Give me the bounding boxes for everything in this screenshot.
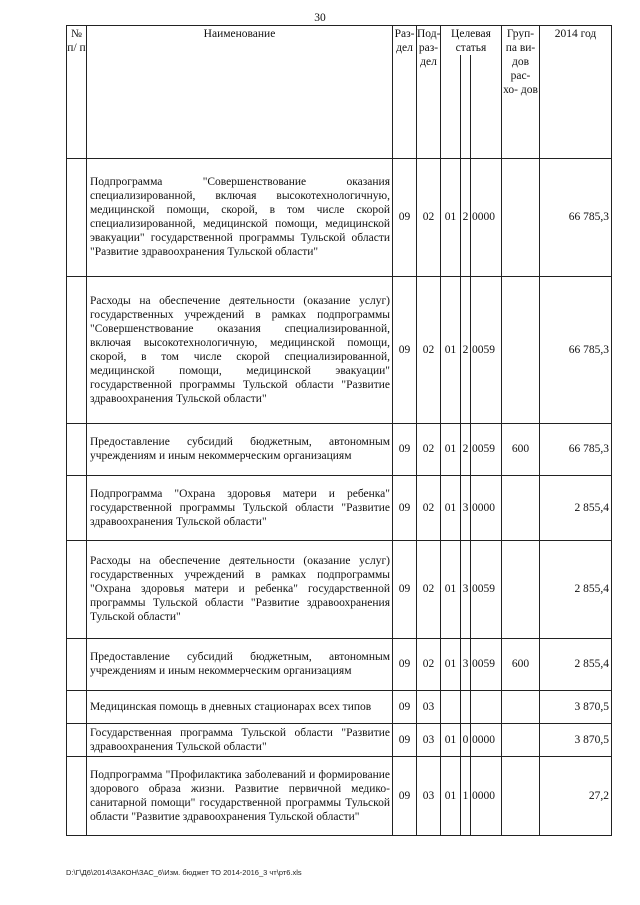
row-name: Предоставление субсидий бюджетным, автономным учреждениям и иным некоммерческим организациям [87,423,393,475]
row-target-code: 0059 [471,276,502,423]
row-subsection: 03 [417,756,441,835]
row-name: Расходы на обеспечение деятельности (оказание услуг) государственных учреждений в рамках подпрограммы "Совершенствование оказания специализированной, включая высокотехнологичную, медицинской помощи, скорой, в том числе скорой специализированной, медицинской помощи, медицинской эвакуации" государственной программы Тульской области "Развитие здравоохранения Тульской области" [87,276,393,423]
row-target-program: 01 [441,475,461,540]
row-target-code: 0000 [471,475,502,540]
row-expense-group: 600 [502,638,540,690]
row-subsection: 02 [417,540,441,638]
header-expense-group: Груп- па ви- дов рас- хо- дов [502,26,540,159]
row-target-subprogram: 3 [461,638,471,690]
row-target-program: 01 [441,756,461,835]
row-amount: 66 785,3 [540,158,612,276]
row-subsection: 03 [417,690,441,723]
row-target-program: 01 [441,540,461,638]
row-target-subprogram: 0 [461,723,471,756]
row-amount: 66 785,3 [540,423,612,475]
row-section: 09 [393,276,417,423]
budget-table [66,25,612,836]
header-year-2014: 2014 год [540,26,612,159]
row-name: Предоставление субсидий бюджетным, автономным учреждениям и иным некоммерческим организациям [87,638,393,690]
row-target-code: 0000 [471,158,502,276]
row-section: 09 [393,158,417,276]
row-target-code: 0000 [471,723,502,756]
file-path-footer: D:\Г\Д6\2014\ЗАКОН\ЗАС_6\Изм. бюджет ТО 2014-2016_3 чт\рт6.xls [66,868,302,877]
row-subsection: 02 [417,475,441,540]
table-row [67,756,612,835]
row-target-code: 0059 [471,540,502,638]
row-target-subprogram: 2 [461,423,471,475]
row-target-program: 01 [441,158,461,276]
row-name: Государственная программа Тульской области "Развитие здравоохранения Тульской области" [87,723,393,756]
row-target-program [441,690,461,723]
row-expense-group [502,756,540,835]
row-expense-group [502,475,540,540]
table-row [67,276,612,423]
row-target-subprogram: 2 [461,158,471,276]
row-name: Подпрограмма "Охрана здоровья матери и ребенка" государственной программы Тульской области "Развитие здравоохранения Тульской области" [87,475,393,540]
row-name: Медицинская помощь в дневных стационарах всех типов [87,690,393,723]
row-amount: 2 855,4 [540,540,612,638]
row-target-subprogram [461,690,471,723]
row-target-program: 01 [441,423,461,475]
row-expense-group: 600 [502,423,540,475]
table-row [67,540,612,638]
table-row [67,158,612,276]
page-number: 30 [314,12,326,24]
row-expense-group [502,276,540,423]
row-section: 09 [393,690,417,723]
row-target-code: 0000 [471,756,502,835]
row-amount: 2 855,4 [540,638,612,690]
row-name: Расходы на обеспечение деятельности (оказание услуг) государственных учреждений в рамках подпрограммы "Охрана здоровья матери и ребенка" государственной программы Тульской области "Развитие здравоохранения Тульской области" [87,540,393,638]
row-subsection: 02 [417,158,441,276]
row-amount: 3 870,5 [540,690,612,723]
row-target-subprogram: 3 [461,475,471,540]
row-target-program: 01 [441,723,461,756]
row-name: Подпрограмма "Профилактика заболеваний и формирование здорового образа жизни. Развитие первичной медико-санитарной помощи" государственной программы Тульской области "Развитие здравоохранения Тульской области" [87,756,393,835]
row-target-code [471,690,502,723]
header-name: Наименование [87,26,393,159]
row-expense-group [502,723,540,756]
row-expense-group [502,540,540,638]
row-amount: 2 855,4 [540,475,612,540]
table-row [67,723,612,756]
table-row [67,423,612,475]
header-subsection: Под- раз- дел [417,26,441,159]
row-amount: 27,2 [540,756,612,835]
row-amount: 3 870,5 [540,723,612,756]
table-row [67,475,612,540]
row-target-subprogram: 3 [461,540,471,638]
row-section: 09 [393,540,417,638]
row-section: 09 [393,638,417,690]
header-num: № п/ п [67,26,87,159]
row-subsection: 03 [417,723,441,756]
row-subsection: 02 [417,638,441,690]
row-target-code: 0059 [471,423,502,475]
row-section: 09 [393,756,417,835]
table-row [67,690,612,723]
table-row [67,638,612,690]
row-amount: 66 785,3 [540,276,612,423]
row-section: 09 [393,423,417,475]
row-subsection: 02 [417,276,441,423]
row-target-program: 01 [441,638,461,690]
row-section: 09 [393,475,417,540]
row-target-code: 0059 [471,638,502,690]
header-target-article: Целевая статья [441,26,502,56]
row-name: Подпрограмма "Совершенствование оказания специализированной, включая высокотехнологичную, медицинской помощи, скорой, в том числе скорой специализированной, медицинской помощи, медицинской эвакуации" государственной программы Тульской области "Развитие здравоохранения Тульской области" [87,158,393,276]
row-target-subprogram: 2 [461,276,471,423]
row-subsection: 02 [417,423,441,475]
row-expense-group [502,690,540,723]
row-target-program: 01 [441,276,461,423]
row-expense-group [502,158,540,276]
row-section: 09 [393,723,417,756]
header-section: Раз- дел [393,26,417,159]
row-target-subprogram: 1 [461,756,471,835]
